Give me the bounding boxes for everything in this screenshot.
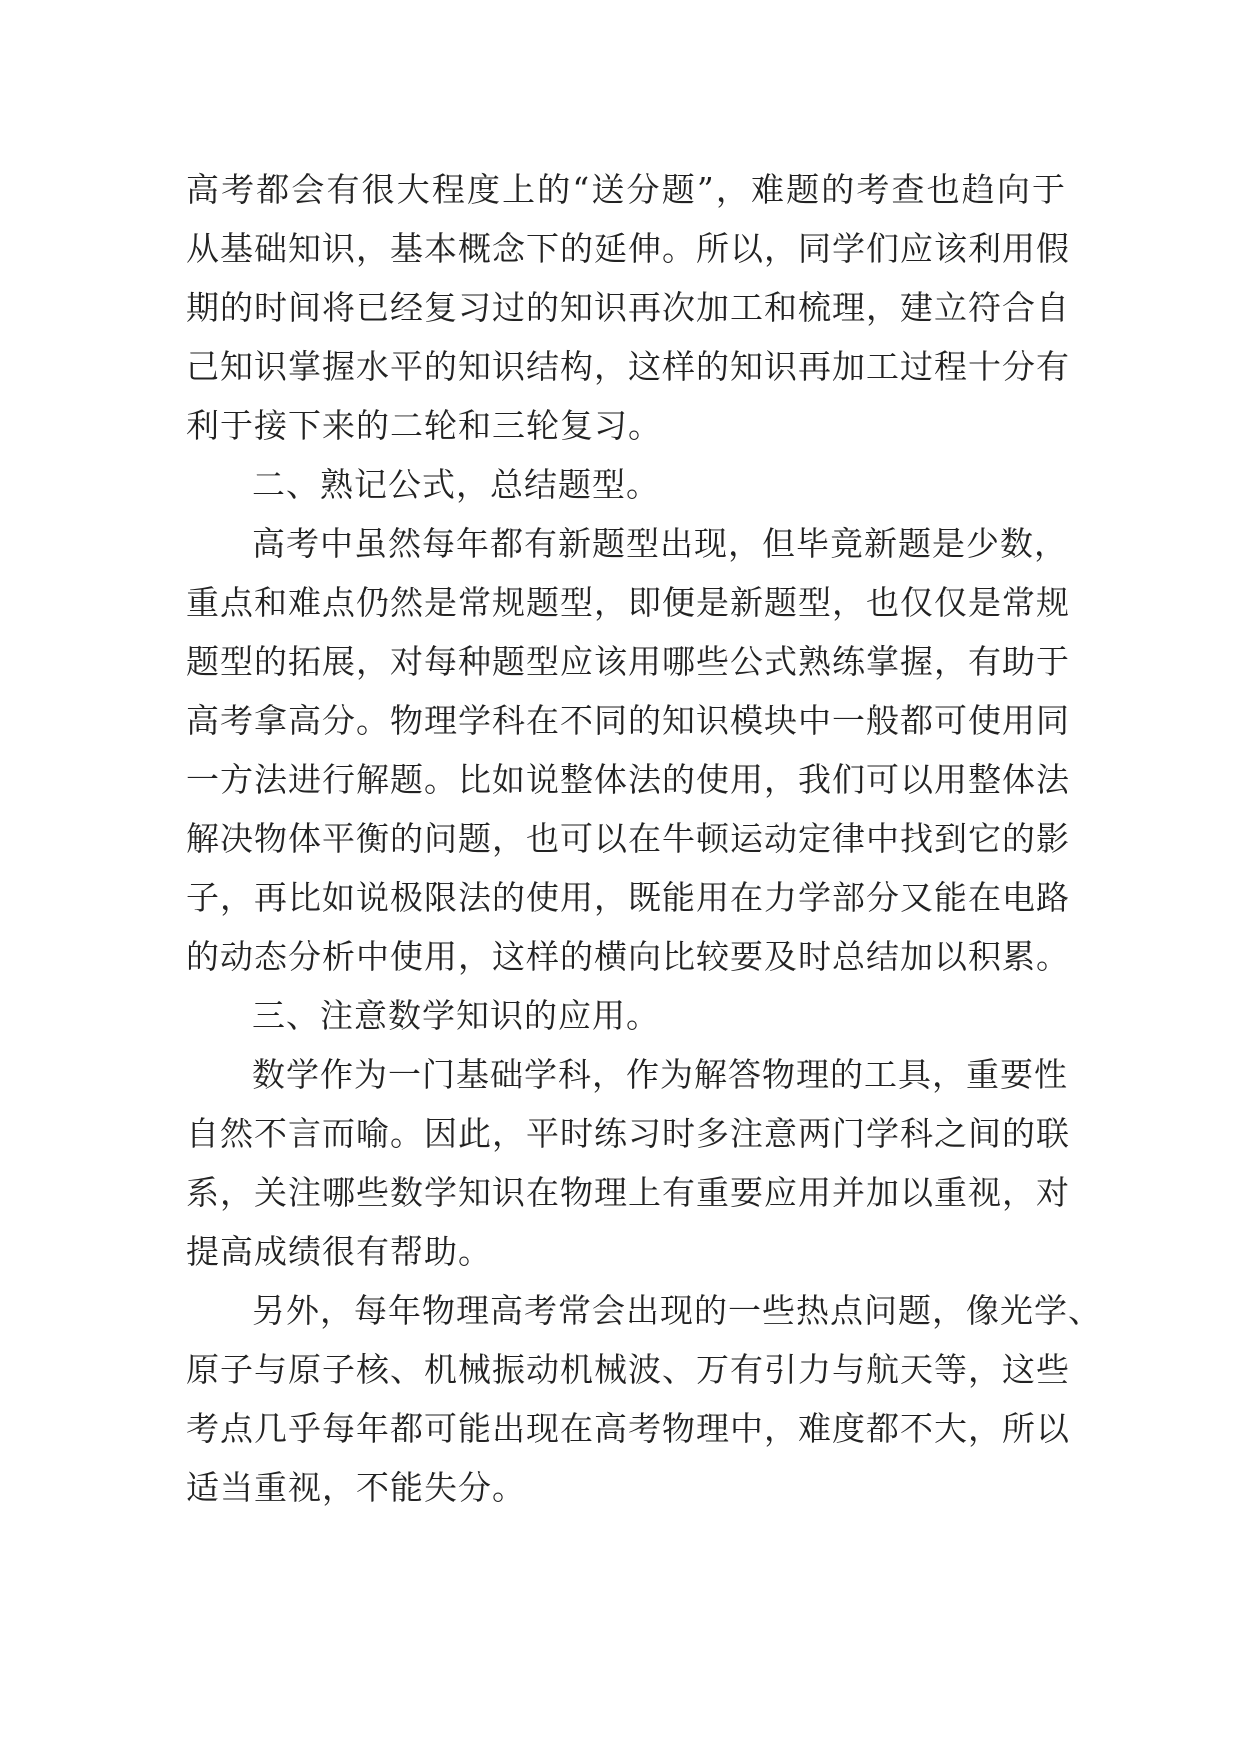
text-line: 考点几乎每年都可能出现在高考物理中，难度都不大，所以 [186,1409,1070,1448]
text-line: 利于接下来的二轮和三轮复习。 [186,406,662,445]
section-heading: 二、熟记公式，总结题型。 [252,465,660,504]
text-line: 原子与原子核、机械振动机械波、万有引力与航天等，这些 [186,1350,1070,1389]
text-line: 高考都会有很大程度上的“送分题”，难题的考查也趋向于 [186,170,1066,209]
text-line: 适当重视，不能失分。 [186,1468,526,1507]
text-line: 提高成绩很有帮助。 [186,1232,492,1271]
text-line: 己知识掌握水平的知识结构，这样的知识再加工过程十分有 [186,347,1070,386]
text-line: 期的时间将已经复习过的知识再次加工和梳理，建立符合自 [186,288,1070,327]
document-body [186,160,1102,1517]
text-line: 高考拿高分。物理学科在不同的知识模块中一般都可使用同 [186,701,1070,740]
text-line: 子，再比如说极限法的使用，既能用在力学部分又能在电路 [186,878,1070,917]
text-line: 解决物体平衡的问题，也可以在牛顿运动定律中找到它的影 [186,819,1070,858]
text-line: 系，关注哪些数学知识在物理上有重要应用并加以重视，对 [186,1173,1070,1212]
text-line: 一方法进行解题。比如说整体法的使用，我们可以用整体法 [186,760,1070,799]
text-line: 重点和难点仍然是常规题型，即便是新题型，也仅仅是常规 [186,583,1070,622]
text-line: 的动态分析中使用，这样的横向比较要及时总结加以积累。 [186,937,1070,976]
text-line: 数学作为一门基础学科，作为解答物理的工具，重要性 [252,1055,1068,1094]
text-line: 高考中虽然每年都有新题型出现，但毕竟新题是少数， [252,524,1068,563]
text-line: 自然不言而喻。因此，平时练习时多注意两门学科之间的联 [186,1114,1070,1153]
text-line: 另外，每年物理高考常会出现的一些热点问题，像光学、 [252,1291,1102,1330]
text-line: 题型的拓展，对每种题型应该用哪些公式熟练掌握，有助于 [186,642,1070,681]
section-heading: 三、注意数学知识的应用。 [252,996,660,1035]
text-line: 从基础知识，基本概念下的延伸。所以，同学们应该利用假 [186,229,1070,268]
